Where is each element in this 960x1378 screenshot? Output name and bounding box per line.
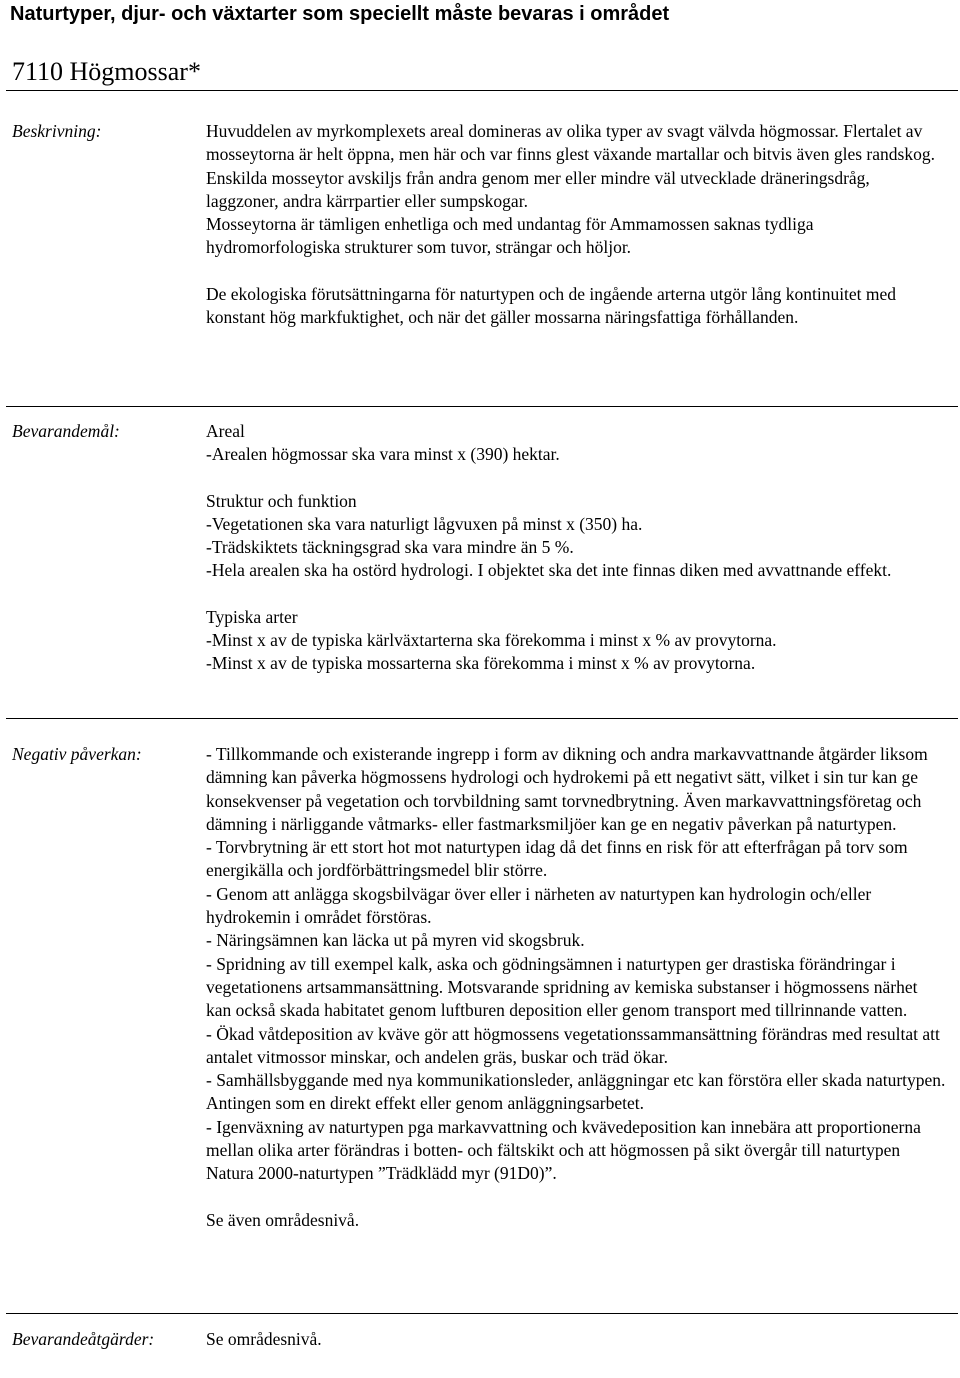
areal-heading: Areal: [206, 421, 245, 441]
page-header: Naturtyper, djur- och växtarter som speciellt måste bevaras i området: [10, 3, 670, 25]
atgarder-label: Bevarandeåtgärder:: [12, 1329, 155, 1349]
impact-item: - Spridning av till exempel kalk, aska och gödningsämnen i naturtypen ger drastiska förändringar i vegetationens artsammansättning. Motsvarande spridning av kemiska substanser i högmossens närhet kan också skada habitatet genom luftburen deposition eller genom transport med tillrinnande vatten.: [206, 953, 918, 1021]
impact-item: - Samhällsbyggande med nya kommunikationsleder, anläggningar etc kan förstöra eller skada naturtypen. Antingen som en direkt effekt eller genom anläggningsarbetet.: [206, 1070, 946, 1114]
atgarder-text: Se områdesnivå.: [206, 1329, 322, 1349]
goal-line: -Arealen högmossar ska vara minst x (390) hektar.: [206, 444, 560, 465]
beskrivning-paragraph: Mosseytorna är tämligen enhetliga och med undantag för Ammamossen saknas tydliga hydromorfologiska strukturer som tuvor, strängar och höljor.: [206, 214, 814, 258]
arter-heading: Typiska arter: [206, 606, 298, 627]
negativ-content: [206, 743, 946, 1232]
beskrivning-content: [206, 120, 946, 329]
beskrivning-paragraph: De ekologiska förutsättningarna för naturtypen och de ingående arterna utgör lång kontinuitet med konstant hög markfuktighet, och när det gäller mossarna näringsfattiga förhållanden.: [206, 283, 897, 328]
struktur-heading: Struktur och funktion: [206, 490, 357, 511]
impact-item: - Torvbrytning är ett stort hot mot naturtypen idag då det finns en risk för att efterfrågan på torv som energikälla och jordförbättringsmedel blir större.: [206, 837, 908, 881]
impact-item: - Igenväxning av naturtypen pga markavvattning och kvävedeposition kan innebära att proportionerna mellan olika arter förändras i botten- och fältskikt och att högmossen på sikt övergår till naturtypen Natura 2000-naturtypen ”Trädklädd myr (91D0)”.: [206, 1116, 921, 1184]
beskrivning-paragraph: Huvuddelen av myrkomplexets areal domineras av olika typer av svagt välvda högmossar. Flertalet av mosseytorna är helt öppna, men här och var finns glest växande martallar och bitvis även gles randskog. Enskilda mosseytor avskiljs från andra genom mer eller mindre väl utvecklade dräneringsdråg, laggzoner, andra kärrpartier eller sumpskogar.: [206, 121, 935, 211]
goal-line: -Hela arealen ska ha ostörd hydrologi. I objektet ska det inte finnas diken med avvattnande effekt.: [206, 560, 892, 581]
section-title: 7110 Högmossar*: [12, 57, 201, 86]
divider: [6, 1313, 958, 1314]
divider: [6, 406, 958, 407]
impact-item: - Näringsämnen kan läcka ut på myren vid skogsbruk.: [206, 930, 585, 951]
goal-line: -Trädskiktets täckningsgrad ska vara mindre än 5 %.: [206, 537, 574, 558]
bevarandemal-label: Bevarandemål:: [12, 421, 120, 441]
goal-line: -Minst x av de typiska kärlväxtarterna ska förekomma i minst x % av provytorna.: [206, 630, 777, 651]
divider: [6, 718, 958, 719]
atgarder-content: [206, 1328, 946, 1351]
see-also-text: Se även områdesnivå.: [206, 1209, 360, 1230]
goal-line: -Minst x av de typiska mossarterna ska förekomma i minst x % av provytorna.: [206, 653, 756, 674]
impact-item: - Genom att anlägga skogsbilvägar över eller i närheten av naturtypen kan hydrologin och/eller hydrokemin i området förstöras.: [206, 883, 872, 928]
divider: [6, 90, 958, 91]
negativ-label: Negativ påverkan:: [12, 744, 142, 764]
impact-item: - Tillkommande och existerande ingrepp i form av dikning och andra markavvattnande åtgärder liksom dämning kan påverka högmossens hydrologi och hydrokemi på ett negativt sätt, vilket i sin tur kan ge konsekvenser på vegetation och torvbildning samt torvnedbrytning. Även markavvattningsföretag och dämning i närliggande våtmarks- eller fastmarksmiljöer kan ge en negativ påverkan på naturtypen.: [206, 744, 928, 834]
impact-item: - Ökad våtdeposition av kväve gör att högmossens vegetationssammansättning förändras med resultat att antalet vitmossor minskar, och andelen gräs, buskar och träd ökar.: [206, 1023, 940, 1067]
goal-line: -Vegetationen ska vara naturligt lågvuxen på minst x (350) ha.: [206, 513, 643, 534]
beskrivning-label: Beskrivning:: [12, 121, 102, 141]
bevarandemal-content: [206, 420, 946, 676]
